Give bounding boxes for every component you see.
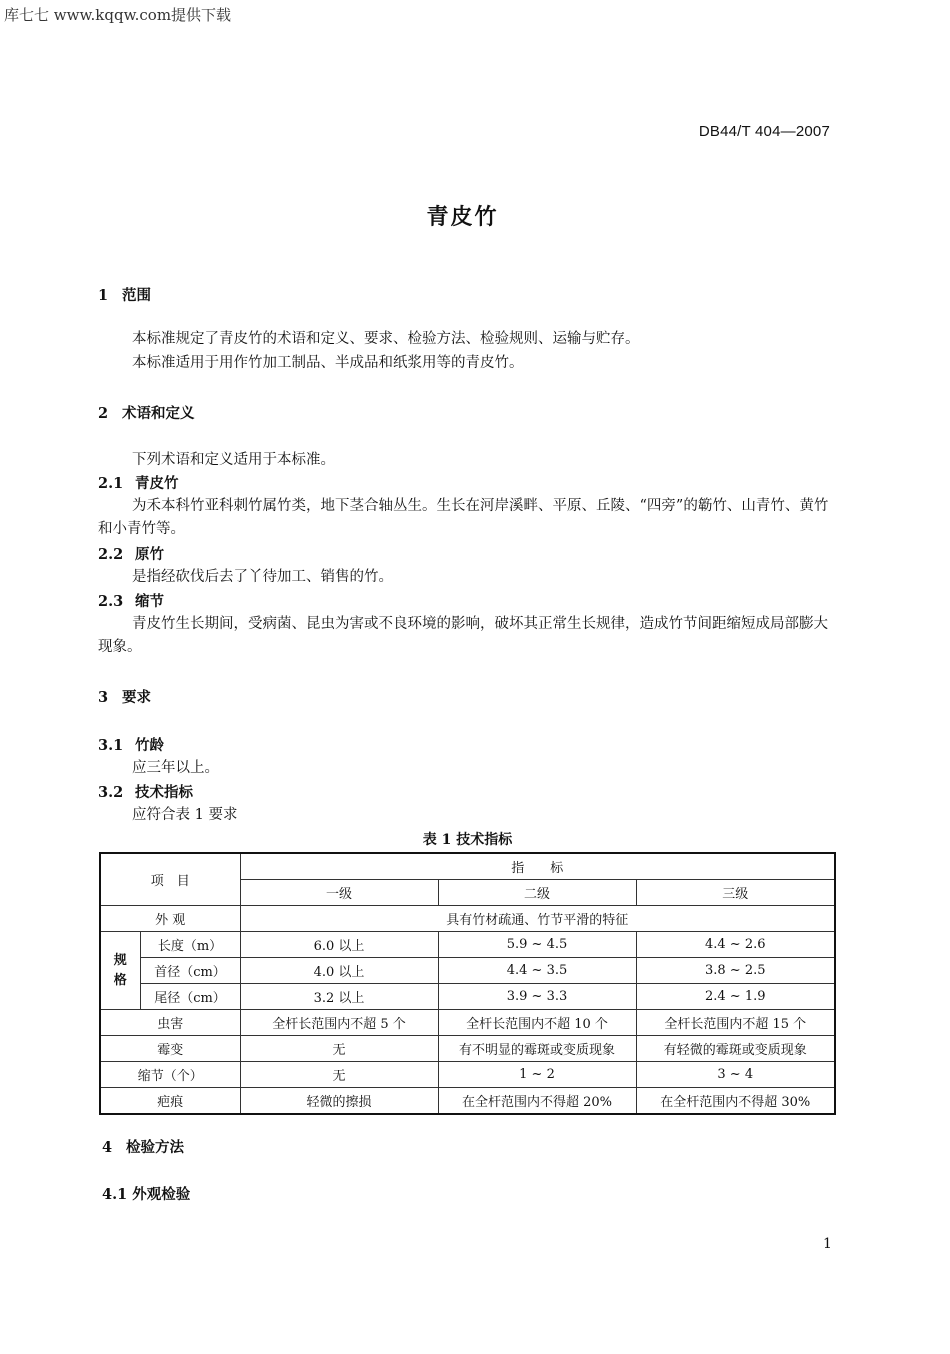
section-2-1-body: 为禾本科竹亚科刺竹属竹类，地下茎合轴丛生。生长在河岸溪畔、平原、丘陵、“四旁”的簕竹、山青竹、黄竹和小青竹等。 <box>98 498 829 537</box>
row-shrunk-node-g2: 1 ~ 2 <box>438 1062 636 1088</box>
row-scar-g2: 在全杆范围内不得超 20% <box>438 1088 636 1115</box>
document-title: 青皮竹 <box>426 204 499 230</box>
section-3-2-number: 3.2 <box>98 784 124 801</box>
section-2-1-number: 2.1 <box>98 475 124 492</box>
section-1-heading <box>98 284 151 305</box>
header-index: 指 标 <box>240 853 835 880</box>
row-pest-label: 虫害 <box>100 1010 240 1036</box>
section-3-heading <box>98 686 151 707</box>
section-3-2-body: 应符合表 1 要求 <box>132 807 238 823</box>
section-3-2-heading <box>98 781 193 802</box>
section-2-2-heading <box>98 543 164 564</box>
section-2-number: 2 <box>98 405 109 422</box>
section-2-3-body: 青皮竹生长期间，受病菌、昆虫为害或不良环境的影响，破坏其正常生长规律，造成竹节间距缩短成局部膨大现象。 <box>98 616 828 655</box>
row-scar-g1: 轻微的擦损 <box>240 1088 438 1115</box>
section-4-1-heading: 4.1 外观检验 <box>102 1186 191 1203</box>
row-tail-diameter-g1: 3.2 以上 <box>240 984 438 1010</box>
section-3-1-heading <box>98 734 164 755</box>
page-number: 1 <box>823 1236 832 1252</box>
header-item: 项 目 <box>100 853 240 906</box>
section-3-title: 要求 <box>122 689 151 706</box>
row-tail-diameter-label: 尾径（cm） <box>140 984 240 1010</box>
row-mildew-label: 霉变 <box>100 1036 240 1062</box>
row-tail-diameter-g3: 2.4 ~ 1.9 <box>636 984 835 1010</box>
spec-group-text: 规格 <box>113 952 127 988</box>
section-3-2-title: 技术指标 <box>135 784 193 801</box>
section-2-3-title: 缩节 <box>135 593 164 610</box>
row-length-g3: 4.4 ~ 2.6 <box>636 932 835 958</box>
row-length-g1: 6.0 以上 <box>240 932 438 958</box>
row-tail-diameter-g2: 3.9 ~ 3.3 <box>438 984 636 1010</box>
row-length-g2: 5.9 ~ 4.5 <box>438 932 636 958</box>
header-grade-1: 一级 <box>240 880 438 906</box>
row-scar-g3: 在全杆范围内不得超 30% <box>636 1088 835 1115</box>
row-pest-g3: 全杆长范围内不超 15 个 <box>636 1010 835 1036</box>
section-3-1-title: 竹龄 <box>135 737 164 754</box>
row-head-diameter-label: 首径（cm） <box>140 958 240 984</box>
section-2-heading <box>98 402 195 423</box>
watermark-text: 库七七 www.kqqw.com提供下载 <box>4 6 232 24</box>
row-appearance-label: 外 观 <box>100 906 240 932</box>
row-scar-label: 疤痕 <box>100 1088 240 1115</box>
row-pest-g1: 全杆长范围内不超 5 个 <box>240 1010 438 1036</box>
section-4-number: 4 <box>102 1139 113 1156</box>
section-4-title: 检验方法 <box>126 1139 184 1156</box>
section-2-2-body: 是指经砍伐后去了丫待加工、销售的竹。 <box>132 569 393 585</box>
section-2-1-heading <box>98 472 179 493</box>
row-mildew-g1: 无 <box>240 1036 438 1062</box>
section-2-2-number: 2.2 <box>98 546 124 563</box>
row-shrunk-node-g1: 无 <box>240 1062 438 1088</box>
row-mildew-g2: 有不明显的霉斑或变质现象 <box>438 1036 636 1062</box>
section-2-2-title: 原竹 <box>135 546 164 563</box>
section-1-para-2: 本标准适用于用作竹加工制品、半成品和纸浆用等的青皮竹。 <box>132 355 524 371</box>
section-2-3-heading <box>98 590 164 611</box>
row-head-diameter-g1: 4.0 以上 <box>240 958 438 984</box>
section-1-title: 范围 <box>122 287 151 304</box>
section-1-number: 1 <box>98 287 109 304</box>
row-shrunk-node-label: 缩节（个） <box>100 1062 240 1088</box>
table-caption: 表 1 技术指标 <box>422 832 513 848</box>
section-3-number: 3 <box>98 689 109 706</box>
row-shrunk-node-g3: 3 ~ 4 <box>636 1062 835 1088</box>
spec-group-label <box>100 932 140 1010</box>
section-2-1-title: 青皮竹 <box>135 475 179 492</box>
row-length-label: 长度（m） <box>140 932 240 958</box>
header-grade-2: 二级 <box>438 880 636 906</box>
row-head-diameter-g2: 4.4 ~ 3.5 <box>438 958 636 984</box>
header-grade-3: 三级 <box>636 880 835 906</box>
technical-index-table <box>99 852 836 1115</box>
row-appearance-value: 具有竹材疏通、竹节平滑的特征 <box>240 906 835 932</box>
section-3-1-body: 应三年以上。 <box>132 760 219 776</box>
standard-code: DB44/T 404—2007 <box>698 123 830 140</box>
section-3-1-number: 3.1 <box>98 737 124 754</box>
row-pest-g2: 全杆长范围内不超 10 个 <box>438 1010 636 1036</box>
section-2-intro: 下列术语和定义适用于本标准。 <box>132 452 335 468</box>
section-2-title: 术语和定义 <box>122 405 195 422</box>
section-1-para-1: 本标准规定了青皮竹的术语和定义、要求、检验方法、检验规则、运输与贮存。 <box>132 331 640 347</box>
section-2-3-number: 2.3 <box>98 593 124 610</box>
section-4-heading <box>102 1136 184 1157</box>
row-mildew-g3: 有轻微的霉斑或变质现象 <box>636 1036 835 1062</box>
row-head-diameter-g3: 3.8 ~ 2.5 <box>636 958 835 984</box>
